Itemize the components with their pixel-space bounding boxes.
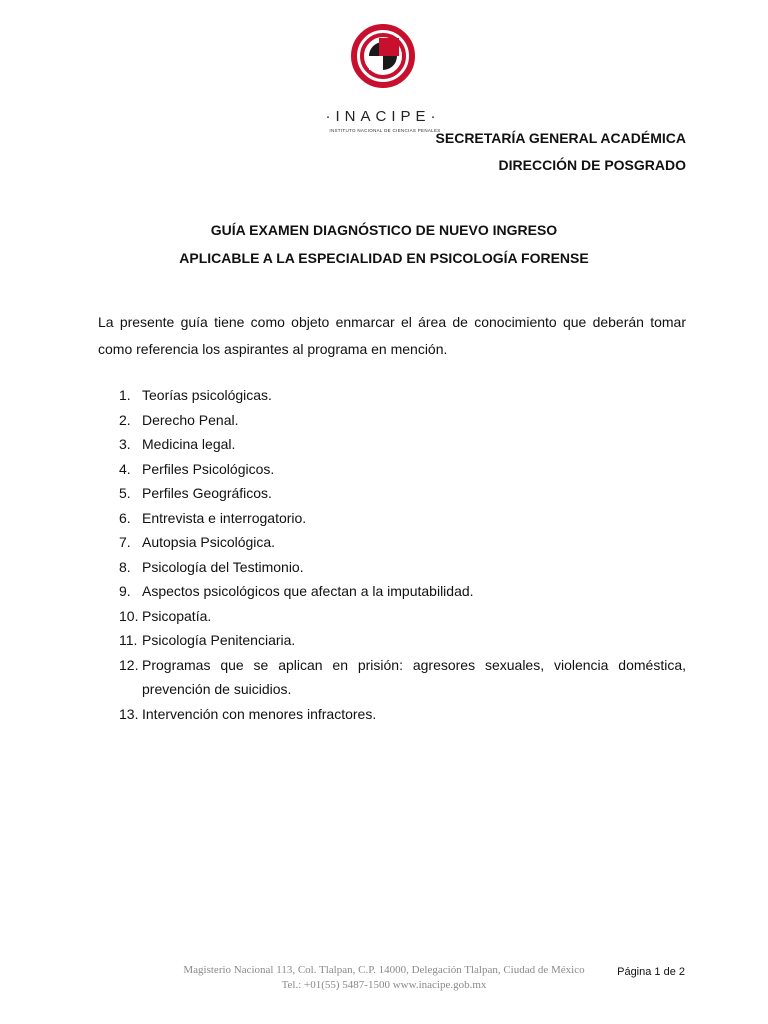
list-item-text: Entrevista e interrogatorio. [142,509,307,526]
list-item-text: Medicina legal. [142,436,236,452]
list-item [119,702,686,727]
list-item-text: Derecho Penal. [142,411,239,428]
list-item-number: 12. [119,656,139,673]
list-item [119,628,686,653]
page-number: Página 1 de 2 [617,966,685,978]
document-title [0,216,768,272]
list-item-number: 13. [119,705,139,722]
list-item [119,530,686,555]
list-item [119,383,686,408]
list-item [119,579,686,604]
list-item-number: 3. [119,436,131,452]
list-item-number: 7. [119,534,131,550]
list-item-number: 2. [119,411,131,428]
list-item-text: Intervención con menores infractores. [142,705,377,722]
intro-paragraph: La presente guía tiene como objeto enmarcar el área de conocimiento que deberán tomar como referencia los aspirantes al programa en mención. [98,314,686,357]
list-item-number: 10. [119,607,139,624]
list-item-number: 11. [119,632,138,648]
list-item [119,481,686,506]
list-item-text: Perfiles Psicológicos. [142,460,275,477]
list-item-text: Psicología Penitenciaria. [142,632,296,648]
list-item [119,457,686,482]
logo-subtitle: INSTITUTO NACIONAL DE CIENCIAS PENALES [329,128,441,133]
topic-list [119,383,686,726]
list-item-text: Programas que se aplican en prisión: agresores sexuales, violencia doméstica, prevención de suicidios. [142,656,686,697]
title-line-1: GUÍA EXAMEN DIAGNÓSTICO DE NUEVO INGRESO [210,222,558,238]
list-item [119,408,686,433]
list-item-text: Perfiles Geográficos. [142,485,272,501]
list-item [119,555,686,580]
title-line-2: APLICABLE A LA ESPECIALIDAD EN PSICOLOGÍA FORENSE [179,250,589,266]
list-item-text: Psicología del Testimonio. [142,558,304,575]
list-item [119,604,686,629]
list-item-number: 8. [119,558,131,575]
footer-address: Magisterio Nacional 113, Col. Tlalpan, C.P. 14000, Delegación Tlalpan, Ciudad de México [183,964,585,976]
organization-header [436,125,686,179]
inacipe-emblem-icon [351,24,415,88]
logo-name: ·INACIPE· [325,108,441,125]
inacipe-logo [318,24,448,133]
list-item-number: 6. [119,509,131,526]
list-item-text: Teorías psicológicas. [142,387,272,403]
list-item [119,432,686,457]
list-item-number: 1. [119,387,131,403]
list-item-text: Autopsia Psicológica. [142,534,276,550]
list-item-text: Psicopatía. [142,607,212,624]
list-item-number: 4. [119,460,131,477]
list-item-number: 9. [119,583,131,599]
list-item-number: 5. [119,485,131,501]
list-item-text: Aspectos psicológicos que afectan a la imputabilidad. [142,583,474,599]
secretariat-heading: SECRETARÍA GENERAL ACADÉMICA [435,130,686,146]
list-item [119,506,686,531]
footer-contact: Tel.: +01(55) 5487-1500 www.inacipe.gob.mx [281,979,487,991]
directorate-heading: DIRECCIÓN DE POSGRADO [498,157,686,173]
list-item [119,653,686,702]
